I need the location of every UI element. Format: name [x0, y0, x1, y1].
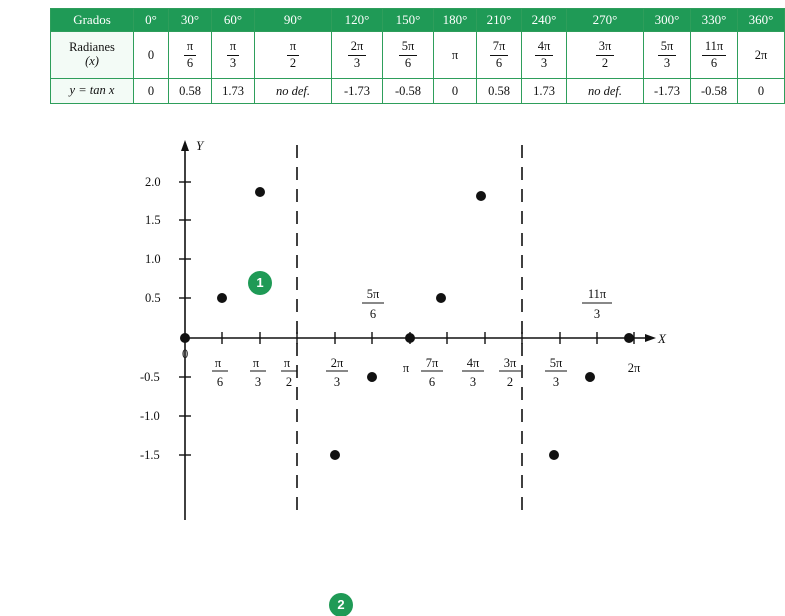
cell-rad-2pi3: $\frac{2\pi}{3}$ [332, 32, 383, 79]
data-point-2pi [624, 333, 634, 343]
trig-values-table [50, 8, 774, 104]
cell-deg-90: 90° [255, 9, 332, 32]
row-label-tan: y = tan x [51, 79, 134, 104]
data-point-7pi-over-6 [436, 293, 446, 303]
x-tick-label-4pi-over-3 [462, 356, 484, 389]
x-tick-label-2pi: 2π [627, 361, 641, 375]
svg-text:2: 2 [285, 375, 293, 389]
data-point-5pi-over-3 [549, 450, 559, 460]
x-tick-label-3pi-over-2 [499, 356, 521, 389]
cell-tan-0: 0 [134, 79, 169, 104]
x-tick-label-2pi-over-3 [326, 356, 348, 389]
y-tick-label-2.0: 2.0 [145, 175, 161, 189]
x-tick-label-pi-over-2 [281, 356, 297, 389]
cell-rad-pi: π [434, 32, 477, 79]
cell-tan-240: 1.73 [522, 79, 567, 104]
cell-tan-90: no def. [255, 79, 332, 104]
cell-rad-3pi2: $\frac{3\pi}{2}$ [567, 32, 644, 79]
svg-text:π: π [252, 356, 260, 370]
cell-rad-0: 0 [134, 32, 169, 79]
cell-deg-330: 330° [691, 9, 738, 32]
y-tick-label-1.0: 1.0 [145, 252, 161, 266]
x-tick-label-pi-over-3 [250, 356, 266, 389]
y-axis-label: Y [196, 138, 204, 153]
table-row-tan [51, 79, 785, 104]
svg-text:6: 6 [216, 375, 224, 389]
x-tick-label-5pi-over-6 [362, 287, 384, 321]
table [50, 8, 785, 104]
cell-rad-11pi6: $\frac{11\pi}{6}$ [691, 32, 738, 79]
cell-tan-270: no def. [567, 79, 644, 104]
origin-label: 0 [182, 347, 189, 361]
cell-tan-180: 0 [434, 79, 477, 104]
data-point-pi [405, 333, 415, 343]
data-point-pi-over-3 [255, 187, 265, 197]
x-axis-label: X [658, 331, 666, 346]
svg-text:3: 3 [254, 375, 262, 389]
cell-tan-60: 1.73 [212, 79, 255, 104]
cell-rad-5pi6: $\frac{5\pi}{6}$ [383, 32, 434, 79]
cell-rad-pi2: $\frac{\pi}{2}$ [255, 32, 332, 79]
cell-rad-pi6: $\frac{\pi}{6}$ [169, 32, 212, 79]
cell-deg-30: 30° [169, 9, 212, 32]
plot-svg [0, 120, 750, 593]
y-tick-label--0.5: -0.5 [140, 370, 160, 384]
cell-deg-120: 120° [332, 9, 383, 32]
svg-text:7π: 7π [425, 356, 439, 370]
svg-text:3: 3 [333, 375, 341, 389]
tangent-scatter-plot [0, 120, 750, 612]
svg-text:5π: 5π [366, 287, 380, 301]
cell-rad-5pi3: $\frac{5\pi}{3}$ [644, 32, 691, 79]
cell-rad-4pi3: $\frac{4\pi}{3}$ [522, 32, 567, 79]
y-tick-label-0.5: 0.5 [145, 291, 161, 305]
table-row-degrees [51, 9, 785, 32]
y-tick-label--1.0: -1.0 [140, 409, 160, 423]
cell-deg-180: 180° [434, 9, 477, 32]
svg-text:3: 3 [593, 307, 601, 321]
svg-text:4π: 4π [466, 356, 480, 370]
svg-text:3: 3 [552, 375, 560, 389]
cell-deg-270: 270° [567, 9, 644, 32]
cell-deg-240: 240° [522, 9, 567, 32]
cell-rad-7pi6: $\frac{7\pi}{6}$ [477, 32, 522, 79]
cell-tan-30: 0.58 [169, 79, 212, 104]
svg-text:π: π [214, 356, 222, 370]
cell-deg-300: 300° [644, 9, 691, 32]
y-tick-label-1.5: 1.5 [145, 213, 161, 227]
cell-tan-300: -1.73 [644, 79, 691, 104]
cell-tan-360: 0 [738, 79, 785, 104]
x-tick-label-pi: π [402, 361, 410, 375]
cell-tan-330: -0.58 [691, 79, 738, 104]
svg-text:6: 6 [428, 375, 436, 389]
svg-text:2: 2 [506, 375, 514, 389]
cell-tan-120: -1.73 [332, 79, 383, 104]
svg-text:5π: 5π [549, 356, 563, 370]
data-points [180, 187, 634, 460]
y-ticks [140, 175, 191, 462]
cell-deg-150: 150° [383, 9, 434, 32]
x-tick-label-5pi-over-3 [545, 356, 567, 389]
cell-rad-2pi: 2π [738, 32, 785, 79]
row-label-grados: Grados [51, 9, 134, 32]
callout-badge-2[interactable]: 2 [330, 594, 352, 616]
svg-text:π: π [283, 356, 291, 370]
data-point-pi-over-6 [217, 293, 227, 303]
svg-text:6: 6 [369, 307, 377, 321]
cell-tan-150: -0.58 [383, 79, 434, 104]
y-axis-arrow [181, 140, 189, 151]
callout-badge-1[interactable]: 1 [249, 272, 271, 294]
row-label-radianes: Radianes (x) [51, 32, 134, 79]
data-point-4pi-over-3 [476, 191, 486, 201]
svg-text:3: 3 [469, 375, 477, 389]
data-point-11pi-over-6 [585, 372, 595, 382]
svg-text:11π: 11π [587, 287, 607, 301]
cell-deg-210: 210° [477, 9, 522, 32]
svg-text:3π: 3π [503, 356, 517, 370]
y-tick-label--1.5: -1.5 [140, 448, 160, 462]
data-point-2pi-over-3 [330, 450, 340, 460]
cell-deg-0: 0° [134, 9, 169, 32]
cell-deg-60: 60° [212, 9, 255, 32]
data-point-5pi-over-6 [367, 372, 377, 382]
table-row-radians [51, 32, 785, 79]
x-axis-arrow [645, 334, 656, 342]
cell-tan-210: 0.58 [477, 79, 522, 104]
svg-text:2π: 2π [330, 356, 344, 370]
cell-rad-pi3: $\frac{\pi}{3}$ [212, 32, 255, 79]
x-tick-label-7pi-over-6 [421, 356, 443, 389]
x-tick-label-pi-over-6 [212, 356, 228, 389]
x-tick-label-11pi-over-6 [582, 287, 612, 321]
cell-deg-360: 360° [738, 9, 785, 32]
data-point-0 [180, 333, 190, 343]
